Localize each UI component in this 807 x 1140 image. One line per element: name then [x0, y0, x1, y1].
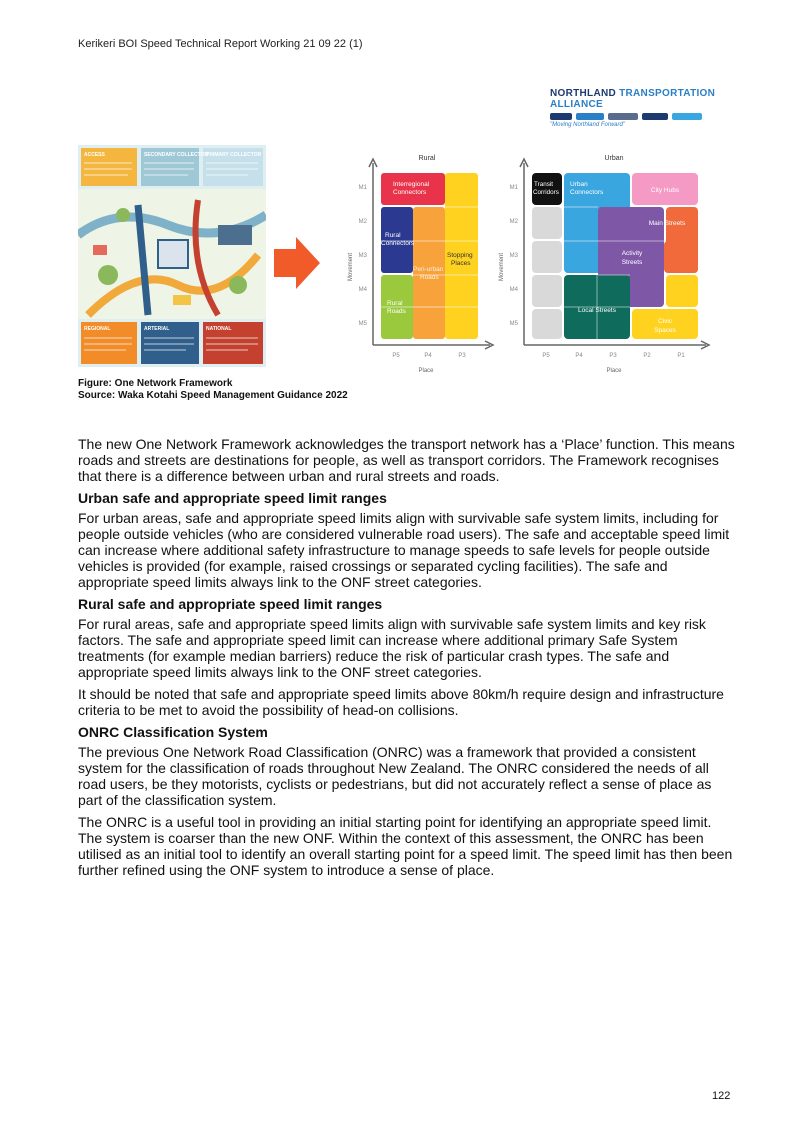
poster-label-primary: PRIMARY COLLECTOR [206, 152, 262, 158]
heading-onrc: ONRC Classification System [78, 724, 268, 740]
urban-transit-label-1: Transit [534, 181, 554, 188]
arrow-icon [274, 237, 320, 289]
logo-partner-marks [550, 113, 722, 120]
figure-caption [78, 378, 348, 402]
poster-label-arterial: ARTERIAL [144, 326, 170, 332]
poster-label-secondary: SECONDARY COLLECTOR [144, 152, 209, 158]
urban-cell-grey-2 [532, 241, 562, 273]
urban-main-streets-label: Main Streets [648, 220, 686, 227]
rural-roads-label-1: Rural [387, 300, 403, 307]
paragraph-urban-speed-limits: For urban areas, safe and appropriate speed limits align with survivable safe system limits, including for people outside vehicles (who are considered vulnerable road users). The safe and acceptable speed limit can increase where additional safety infrastructure to manage speeds to safe levels for people outside vehicles is provided (for example, raised crossings or separated cycling facilities). The safe and appropriate speed limits always link to the ONF street categories. [78, 510, 730, 590]
rural-row-m2: M2 [358, 219, 367, 225]
rural-roads-label-2: Roads [387, 308, 406, 315]
rural-connectors-label-2: Connectors [381, 240, 415, 247]
urban-col-p1: P1 [677, 353, 685, 359]
figure-caption-title: Figure: One Network Framework [78, 378, 233, 389]
urban-row-m1: M1 [509, 185, 518, 191]
rural-connectors-label-1: Rural [385, 232, 401, 239]
urban-cell-main-streets-2 [664, 241, 698, 273]
one-network-framework-figure [78, 145, 728, 377]
urban-transit-label-2: Corridors [533, 189, 559, 196]
rural-stopping-label-2: Places [451, 260, 471, 267]
paragraph-onrc-history: The previous One Network Road Classification (ONRC) was a framework that provided a consistent system for the classification of roads throughout New Zealand. The ONRC considered the needs of all road users, be they motorists, cyclists or pedestrians, but did not accurately reflect a sense of place as part of the classification system. [78, 744, 712, 808]
urban-activity-label-2: Streets [621, 259, 643, 266]
urban-matrix [499, 155, 709, 374]
paragraph-onrc-usage: The ONRC is a useful tool in providing an initial starting point for identifying an appropriate speed limit. The system is coarser than the new ONF. Within the context of this assessment, the ONRC has been utilised as an initial tool to identify an overall starting point for a speed limit. The speed limit has then been further refined using the ONF system to introduce a sense of place. [78, 814, 733, 878]
paragraph-80kmh-note: It should be noted that safe and appropriate speed limits above 80km/h require design and infrastructure criteria to be met to avoid the possibility of head-on collisions. [78, 686, 724, 718]
rural-peri-urban-label-1: Peri-urban [413, 266, 444, 273]
rural-title: Rural [418, 155, 436, 162]
logo-tagline: "Moving Northland Forward" [550, 122, 625, 128]
urban-col-p2: P2 [643, 353, 651, 359]
rural-row-m1: M1 [358, 185, 367, 191]
urban-civic-label-1: Civic [657, 318, 673, 325]
urban-connectors-label-1: Urban [570, 181, 588, 188]
northland-transportation-alliance-logo [550, 88, 722, 128]
urban-row-m3: M3 [509, 253, 518, 259]
urban-city-hubs-label: City Hubs [650, 187, 680, 194]
rural-interregional-label-1: Interregional [393, 181, 430, 188]
urban-cell-grey-4 [532, 309, 562, 339]
rural-col-p3: P3 [458, 353, 466, 359]
urban-col-p5: P5 [542, 353, 550, 359]
poster-label-regional: REGIONAL [84, 326, 111, 332]
paragraph-rural-speed-limits: For rural areas, safe and appropriate speed limits align with survivable safe system limits and key risk factors. The safe and appropriate speed limit can increase where additional primary Safe System treatments (for example median barriers) reduce the risk of particular crash types. The safe and appropriate speed limits always link to the ONF street categories. [78, 616, 706, 680]
urban-row-m4: M4 [509, 287, 518, 293]
document-header: Kerikeri BOI Speed Technical Report Working 21 09 22 (1) [78, 38, 363, 50]
heading-urban-speed-limits: Urban safe and appropriate speed limit ranges [78, 490, 387, 506]
poster-label-access: ACCESS [84, 152, 105, 158]
onf-matrices [78, 145, 728, 377]
rural-col-p4: P4 [424, 353, 432, 359]
poster-label-national: NATIONAL [206, 326, 232, 332]
rural-peri-urban-label-2: Roads [420, 274, 439, 281]
paragraph-onf-intro: The new One Network Framework acknowledges the transport network has a ‘Place’ function. This means roads and streets are destinations for people, as well as transport corridors. The Framework recognises that there is a difference between urban and rural streets and roads. [78, 436, 735, 484]
rural-y-label: Movement [348, 252, 354, 282]
urban-cell-grey-3 [532, 275, 562, 307]
rural-cell-peri-urban [413, 207, 445, 339]
figure-caption-source: Source: Waka Kotahi Speed Management Guidance 2022 [78, 390, 348, 401]
report-body [78, 436, 738, 884]
rural-row-m5: M5 [358, 321, 367, 327]
logo-title: NORTHLAND TRANSPORTATION ALLIANCE [550, 88, 716, 110]
rural-row-m3: M3 [358, 253, 367, 259]
rural-col-p5: P5 [392, 353, 400, 359]
urban-title: Urban [604, 155, 624, 162]
urban-cell-civic-2 [666, 275, 698, 307]
rural-row-m4: M4 [358, 287, 367, 293]
urban-col-p3: P3 [609, 353, 617, 359]
urban-row-m5: M5 [509, 321, 518, 327]
urban-local-label: Local Streets [578, 307, 616, 314]
urban-cell-grey-1 [532, 207, 562, 239]
urban-connectors-label-2: Connectors [570, 189, 604, 196]
urban-x-label: Place [606, 368, 622, 374]
rural-x-label: Place [418, 368, 434, 374]
page-number: 122 [712, 1090, 731, 1102]
rural-stopping-label-1: Stopping [447, 252, 473, 259]
urban-y-label: Movement [499, 252, 505, 282]
urban-row-m2: M2 [509, 219, 518, 225]
urban-activity-label-1: Activity [621, 250, 643, 257]
rural-matrix [348, 155, 493, 374]
heading-rural-speed-limits: Rural safe and appropriate speed limit ranges [78, 596, 383, 612]
rural-interregional-label-2: Connectors [393, 189, 427, 196]
urban-col-p4: P4 [575, 353, 583, 359]
urban-civic-label-2: Spaces [654, 327, 676, 334]
